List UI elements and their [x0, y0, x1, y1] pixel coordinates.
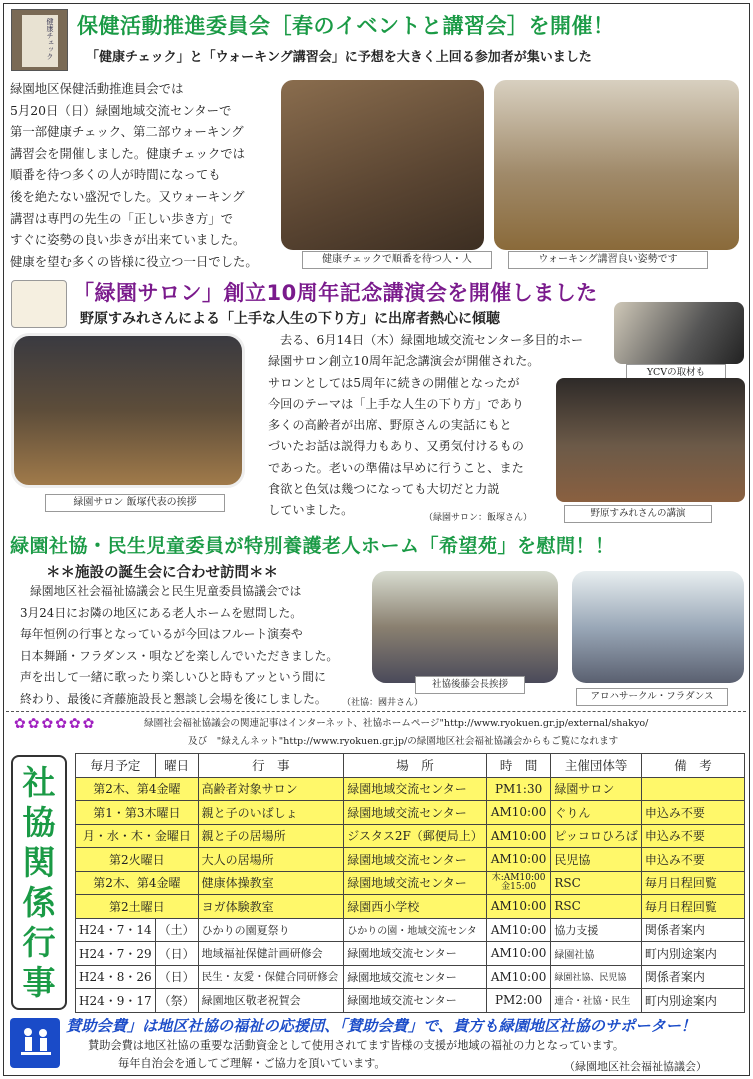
s3-caption1: 社協後藤会長挨拶 — [415, 676, 525, 694]
cell-host: ピッコロひろば — [551, 824, 642, 848]
s1-title: 保健活動推進委員会［春のイベントと講習会］を開催！ — [77, 14, 615, 38]
s3-line: 日本舞踊・フラダンス・唄などを楽しんでいただきました。 — [20, 648, 339, 663]
cell-place: 緑園地域交流センター — [344, 965, 487, 989]
header-cell: 毎月予定 — [76, 754, 156, 778]
footer-signature: （緑園地区社会福祉協議会） — [564, 1060, 707, 1073]
cell-day: （土） — [155, 918, 198, 942]
schedule-header-row — [76, 754, 745, 778]
s2-line: 今回のテーマは「上手な人生の下り方」であり — [268, 396, 524, 411]
cell-date: H24・7・14 — [76, 918, 156, 942]
cell-place: 緑園地域交流センター — [344, 989, 487, 1013]
s1-caption1: 健康チェックで順番を待つ人・人 — [302, 251, 492, 269]
s2-line: 多くの高齢者が出席、野原さんの実話にもと — [268, 418, 512, 433]
vertical-char: 係 — [22, 882, 56, 922]
cell-time: PM2:00 — [486, 989, 551, 1013]
s2-line: していました。 — [268, 503, 354, 518]
cell-event: 地域福祉保健計画研修会 — [198, 942, 344, 966]
cell-host: 緑園サロン — [551, 777, 642, 801]
cell-host: 緑園社協、民児協 — [551, 965, 642, 989]
vertical-char: 社 — [22, 763, 56, 803]
s3-line: 緑園地区社会福祉協議会と民生児童委員協議会では — [30, 584, 302, 598]
cell-host: RSC — [551, 871, 642, 895]
footer-headline: 賛助会費」は地区社協の福祉の応援団、「賛助会費」で、貴方も緑園地区社協のサポーター！ — [66, 1017, 696, 1035]
s1-line: 順番を待つ多くの人が時間になっても — [10, 167, 221, 183]
health-check-photo — [281, 80, 484, 250]
table-row — [76, 777, 745, 801]
header-cell: 備 考 — [641, 754, 744, 778]
cell-note: 申込み不要 — [641, 848, 744, 872]
info-line2[interactable]: 及び "緑えんネット"http://www.ryokuen.gr.jp/の緑園地区社会福祉協議会からもご覧になれます — [188, 736, 619, 747]
cell-note — [641, 777, 744, 801]
cell-host: ぐりん — [551, 801, 642, 825]
cell-place: ひかりの園・地域交流センタ — [344, 918, 487, 942]
cell-schedule: 第2木、第4金曜 — [76, 871, 199, 895]
header-cell: 時 間 — [486, 754, 551, 778]
table-row — [76, 942, 745, 966]
cell-event: 大人の居場所 — [198, 848, 344, 872]
header-cell: 場 所 — [344, 754, 487, 778]
flower-decoration: ✿✿✿✿✿✿ — [14, 716, 97, 732]
header-cell: 主催団体等 — [551, 754, 642, 778]
s3-line: 3月24日にお隣の地区にある老人ホームを慰問した。 — [20, 605, 303, 620]
cell-note: 関係者案内 — [641, 965, 744, 989]
cell-schedule: 第1・第3木曜日 — [76, 801, 199, 825]
table-row — [76, 918, 745, 942]
salon-rep-photo — [11, 333, 245, 488]
table-row — [76, 801, 745, 825]
cell-event: 高齢者対象サロン — [198, 777, 344, 801]
cell-time: AM10:00 — [486, 965, 551, 989]
cell-schedule: 月・水・木・金曜日 — [76, 824, 199, 848]
vertical-char: 行 — [22, 922, 56, 962]
schedule-vertical-title — [11, 755, 67, 1010]
s1-line: 健康を望む多くの皆様に役立つ一日でした。 — [10, 253, 258, 269]
s1-line: 5月20日（日）緑園地域交流センターで — [10, 102, 232, 118]
s3-body — [20, 581, 395, 711]
s2-caption-ycv: YCVの取材も — [626, 364, 726, 382]
vertical-char: 事 — [22, 962, 56, 1002]
cell-day: （日） — [155, 942, 198, 966]
s3-caption2: アロハサークル・フラダンス — [576, 688, 728, 706]
table-row — [76, 848, 745, 872]
footer-line2: 毎年自治会を通してご理解・ご協力を頂いています。 — [118, 1057, 386, 1070]
cell-place: 緑園地域交流センター — [344, 942, 487, 966]
cell-day: （日） — [155, 965, 198, 989]
cell-event: 民生・友愛・保健合同研修会 — [198, 965, 344, 989]
cell-time: AM10:00 — [486, 848, 551, 872]
cell-note: 町内別途案内 — [641, 942, 744, 966]
cell-host: RSC — [551, 895, 642, 919]
cell-host: 協力支援 — [551, 918, 642, 942]
s2-line: 緑園サロン創立10周年記念講演会が開催された。 — [268, 354, 540, 369]
s3-line: 声を出して一緒に歌ったり楽しいひと時もアッという間に — [20, 670, 326, 685]
s2-line: 食欲と色気は幾つになっても大切だと力説 — [268, 482, 500, 497]
cell-schedule: 第2火曜日 — [76, 848, 199, 872]
cell-event: 親と子の居場所 — [198, 824, 344, 848]
cell-event: 親と子のいばしょ — [198, 801, 344, 825]
s1-caption2: ウォーキング講習良い姿勢です — [508, 251, 708, 269]
s3-subtitle: ＊＊施設の誕生会に合わせ訪問＊＊ — [46, 565, 278, 581]
cell-note: 毎月日程回覧 — [641, 871, 744, 895]
poster-photo — [11, 9, 68, 71]
walking-class-photo — [494, 80, 739, 250]
header-cell: 曜日 — [155, 754, 198, 778]
cell-note: 申込み不要 — [641, 801, 744, 825]
cell-event: 健康体操教室 — [198, 871, 344, 895]
info-line1[interactable]: 緑園社会福祉協議会の関連記事はインターネット、社協ホームページ"http://www.ryokuen.gr.jp/external/shakyo/ — [144, 718, 649, 729]
cell-place: 緑園西小学校 — [344, 895, 487, 919]
cell-time: 木:AM10:00 金15:00 — [486, 871, 551, 895]
table-row — [76, 965, 745, 989]
cell-schedule: 第2木、第4金曜 — [76, 777, 199, 801]
ycv-photo — [614, 302, 744, 364]
cell-date: H24・8・26 — [76, 965, 156, 989]
schedule-table — [75, 753, 745, 1013]
s1-line: 講習会を開催しました。健康チェックでは — [10, 145, 246, 161]
s3-line: 毎年恒例の行事となっているが今回はフルート演奏や — [20, 627, 303, 642]
cell-schedule: 第2土曜日 — [76, 895, 199, 919]
header-cell: 行 事 — [198, 754, 344, 778]
s3-line: 終わり、最後に斉藤施設長と懇談し会場を後にしました。 — [20, 691, 327, 706]
cell-host: 連合・社協・民生 — [551, 989, 642, 1013]
cell-event: ひかりの園夏祭り — [198, 918, 344, 942]
s1-line: 第一部健康チェック、第二部ウォーキング — [10, 124, 244, 140]
s2-line: づいたお話は説得力もあり、又勇気付けるもの — [268, 439, 524, 454]
illustration — [11, 280, 67, 328]
table-row — [76, 824, 745, 848]
s1-subtitle: 「健康チェック」と「ウォーキング講習会」に予想を大きく上回る参加者が集いました — [86, 50, 592, 65]
cell-time: AM10:00 — [486, 942, 551, 966]
cell-host: 緑園社協 — [551, 942, 642, 966]
s1-line: 講習は専門の先生の「正しい歩き方」で — [10, 210, 234, 226]
s1-body — [10, 78, 278, 272]
cell-note: 申込み不要 — [641, 824, 744, 848]
s3-title: 緑園社協・民生児童委員が特別養護老人ホーム「希望苑」を慰問！！ — [10, 535, 615, 557]
cell-day: （祭） — [155, 989, 198, 1013]
cell-event: ヨガ体験教室 — [198, 895, 344, 919]
s2-note: （緑園サロン：飯塚さん） — [424, 513, 533, 523]
cell-time: AM10:00 — [486, 918, 551, 942]
s1-line: 後を絶たない盛況でした。又ウォーキング — [10, 188, 245, 204]
s3-note: （社協：國井さん） — [342, 698, 424, 708]
s2-line: サロンとしては5周年に続きの開催となったが — [268, 375, 520, 390]
s2-line: であった。老いの準備は早めに行うこと、また — [268, 460, 524, 475]
cell-host: 民児協 — [551, 848, 642, 872]
cell-note: 毎月日程回覧 — [641, 895, 744, 919]
cell-time: PM1:30 — [486, 777, 551, 801]
s2-caption-lecture: 野原すみれさんの講演 — [564, 505, 712, 523]
cell-place: 緑園地域交流センター — [344, 801, 487, 825]
footer-line1: 賛助会費は地区社協の重要な活動資金として使用されてます皆様の支援が地域の福祉の力となっています。 — [88, 1039, 625, 1052]
cell-time: AM10:00 — [486, 801, 551, 825]
table-row — [76, 871, 745, 895]
vertical-char: 関 — [22, 843, 56, 883]
support-icon — [10, 1018, 60, 1068]
people-icon — [15, 1023, 55, 1063]
s1-line: 緑園地区保健活動推進員会では — [10, 81, 184, 96]
hula-photo — [572, 571, 744, 683]
s2-subtitle: 野原すみれさんによる「上手な人生の下り方」に出席者熱心に傾聴 — [80, 311, 500, 327]
visit-photo — [372, 571, 558, 683]
cell-date: H24・9・17 — [76, 989, 156, 1013]
s2-title: 「緑園サロン」創立10周年記念講演会を開催しました — [73, 281, 598, 305]
s2-caption-left: 緑園サロン 飯塚代表の挨拶 — [45, 494, 225, 512]
cell-note: 関係者案内 — [641, 918, 744, 942]
s1-line: すぐに姿勢の良い歩きが出来ていました。 — [10, 232, 246, 248]
table-row — [76, 895, 745, 919]
s2-line: 去る、6月14日（木）緑園地域交流センター多目的ホー — [280, 333, 584, 347]
cell-time: AM10:00 — [486, 895, 551, 919]
lecture-photo — [556, 378, 745, 502]
cell-place: ジスタス2F（郵便局上） — [344, 824, 487, 848]
cell-time: AM10:00 — [486, 824, 551, 848]
vertical-char: 協 — [22, 803, 56, 843]
poster-text: 健康チェック — [22, 15, 58, 67]
cell-event: 緑園地区敬老祝賀会 — [198, 989, 344, 1013]
cell-place: 緑園地域交流センター — [344, 848, 487, 872]
dashed-divider — [6, 711, 746, 712]
cell-note: 町内別途案内 — [641, 989, 744, 1013]
cell-place: 緑園地域交流センター — [344, 871, 487, 895]
table-row — [76, 989, 745, 1013]
cell-place: 緑園地域交流センター — [344, 777, 487, 801]
cell-date: H24・7・29 — [76, 942, 156, 966]
